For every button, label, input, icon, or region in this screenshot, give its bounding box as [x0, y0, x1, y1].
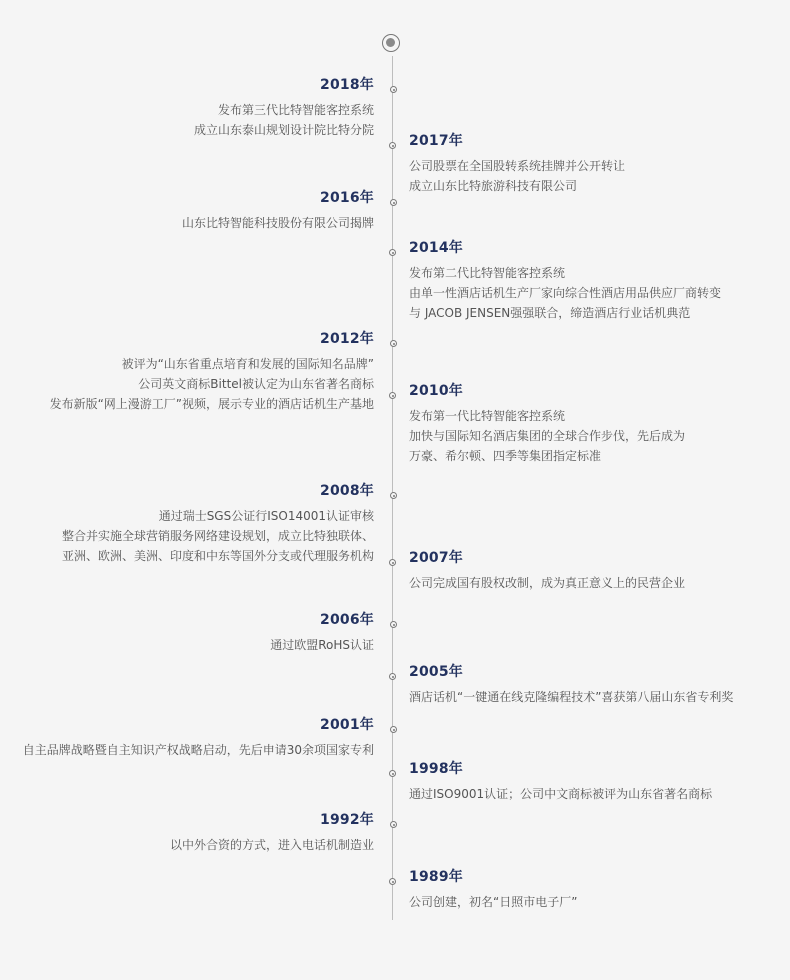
timeline-event-text: 通过欧盟RoHS认证 — [270, 638, 374, 652]
timeline-event-text: 加快与国际知名酒店集团的全球合作步伐，先后成为 — [409, 429, 686, 443]
timeline-entry — [409, 549, 685, 593]
timeline-dot-icon — [390, 621, 397, 628]
timeline-event-text: 与 JACOB JENSEN强强联合，缔造酒店行业话机典范 — [409, 306, 691, 320]
timeline-event-text: 以中外合资的方式，进入电话机制造业 — [169, 838, 374, 852]
timeline-entry — [23, 716, 374, 760]
timeline-event-text: 发布第一代比特智能客控系统 — [409, 409, 566, 423]
timeline-year: 2007年 — [409, 550, 463, 566]
timeline-entry — [50, 330, 374, 414]
timeline-year: 1998年 — [409, 761, 463, 777]
timeline-event-text: 万豪、希尔顿、四季等集团指定标准 — [409, 449, 602, 463]
timeline-dot-icon — [390, 821, 397, 828]
timeline-event-text: 成立山东比特旅游科技有限公司 — [409, 179, 578, 193]
timeline-dot-icon — [390, 86, 397, 93]
timeline-year: 2012年 — [320, 331, 374, 347]
timeline-year: 2018年 — [320, 77, 374, 93]
timeline-event-text: 公司创建，初名“日照市电子厂” — [409, 895, 578, 909]
timeline-entry — [194, 76, 374, 140]
timeline-dot-icon — [390, 340, 397, 347]
timeline-dot-icon — [389, 392, 396, 399]
timeline-dot-icon — [389, 559, 396, 566]
timeline-entry — [182, 189, 374, 233]
timeline-event-text: 公司英文商标Bittel被认定为山东省著名商标 — [138, 377, 374, 391]
timeline-event-text: 整合并实施全球营销服务网络建设规划，成立比特独联体、 — [61, 529, 374, 543]
timeline-event-text: 公司完成国有股权改制，成为真正意义上的民营企业 — [409, 576, 686, 590]
timeline-event-text: 通过瑞士SGS公证行ISO14001认证审核 — [158, 509, 374, 523]
timeline-entry — [409, 382, 685, 466]
timeline-event-text: 成立山东泰山规划设计院比特分院 — [193, 123, 374, 137]
timeline-dot-icon — [389, 770, 396, 777]
timeline-event-text: 公司股票在全国股转系统挂牌并公开转让 — [409, 159, 626, 173]
timeline-year: 2008年 — [320, 483, 374, 499]
timeline-event-text: 发布新版“网上漫游工厂”视频，展示专业的酒店话机生产基地 — [49, 397, 374, 411]
timeline-year: 2001年 — [320, 717, 374, 733]
timeline-entry — [270, 611, 374, 655]
timeline-entry — [62, 482, 374, 566]
timeline-year: 1989年 — [409, 869, 463, 885]
timeline-event-text: 被评为“山东省重点培育和发展的国际知名品牌” — [121, 357, 374, 371]
timeline-year: 2016年 — [320, 190, 374, 206]
timeline-dot-icon — [389, 673, 396, 680]
timeline-entry — [170, 811, 374, 855]
timeline-year: 1992年 — [320, 812, 374, 828]
timeline-start-marker-icon — [382, 34, 400, 52]
timeline-entry — [409, 239, 721, 323]
timeline-year: 2014年 — [409, 240, 463, 256]
timeline-entry — [409, 132, 625, 196]
timeline-year: 2005年 — [409, 664, 463, 680]
timeline-year: 2006年 — [320, 612, 374, 628]
timeline-axis-line — [392, 56, 393, 920]
timeline-event-text: 发布第三代比特智能客控系统 — [217, 103, 374, 117]
timeline-dot-icon — [390, 726, 397, 733]
timeline-event-text: 山东比特智能科技股份有限公司揭牌 — [181, 216, 374, 230]
timeline-event-text: 发布第二代比特智能客控系统 — [409, 266, 566, 280]
timeline-event-text: 通过ISO9001认证；公司中文商标被评为山东省著名商标 — [409, 787, 713, 801]
timeline-dot-icon — [389, 878, 396, 885]
timeline-year: 2010年 — [409, 383, 463, 399]
timeline-entry — [409, 868, 577, 912]
timeline-year: 2017年 — [409, 133, 463, 149]
timeline-dot-icon — [390, 492, 397, 499]
timeline-event-text: 酒店话机“一键通在线克隆编程技术”喜获第八届山东省专利奖 — [409, 690, 734, 704]
timeline-entry — [409, 663, 733, 707]
timeline-event-text: 自主品牌战略暨自主知识产权战略启动，先后申请30余项国家专利 — [22, 743, 374, 757]
timeline-entry — [409, 760, 712, 804]
timeline-dot-icon — [390, 199, 397, 206]
timeline-dot-icon — [389, 142, 396, 149]
timeline-event-text: 亚洲、欧洲、美洲、印度和中东等国外分支或代理服务机构 — [61, 549, 374, 563]
timeline-dot-icon — [389, 249, 396, 256]
timeline-event-text: 由单一性酒店话机生产厂家向综合性酒店用品供应厂商转变 — [409, 286, 722, 300]
